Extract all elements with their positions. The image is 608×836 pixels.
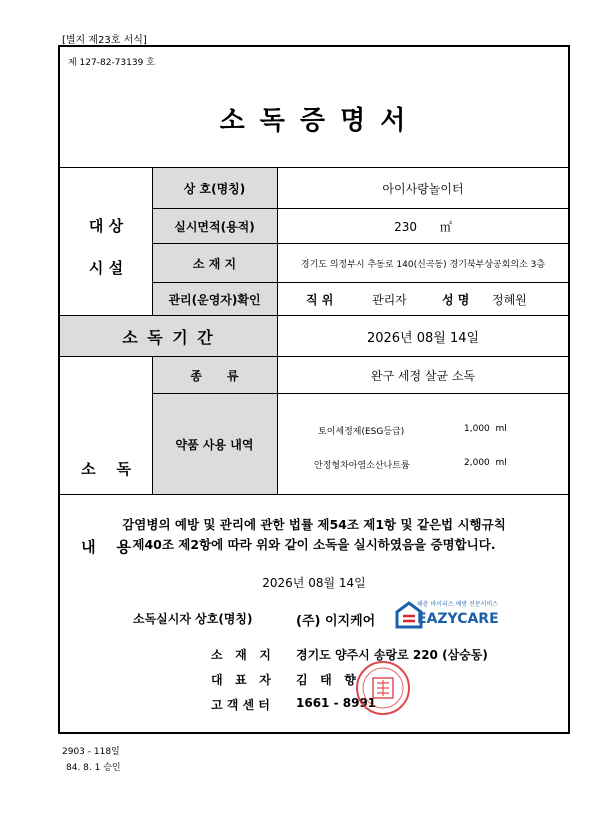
chemical-1-name: 토이세정제(ESG등급) xyxy=(318,427,405,437)
address-value: 경기도 양주시 송랑로 220 (삼숭동) xyxy=(296,648,488,662)
address-label: 소 재 지 xyxy=(211,648,271,662)
area-label: 실시면적(용적) xyxy=(174,219,255,234)
certificate-number: 제 127-82-73139 호 xyxy=(68,58,155,68)
facility-group-label-1: 대 상 xyxy=(88,217,124,235)
footer-line-1: 2903 - 118일 xyxy=(62,747,120,757)
company-seal-stamp xyxy=(355,660,411,716)
content-group-label-2: 내 용 xyxy=(81,538,131,556)
eazycare-logo xyxy=(395,600,513,630)
facility-group-label xyxy=(60,205,152,289)
issuer-company: (주) 이지케어 xyxy=(296,614,376,629)
manager-confirm-label: 관리(운영자)확인 xyxy=(168,292,261,307)
representative-label: 대 표 자 xyxy=(211,673,271,687)
document-title: 소 독 증 명 서 xyxy=(219,106,409,136)
certification-statement xyxy=(60,515,568,555)
issuer-label: 소독실시자 상호(명칭) xyxy=(133,612,253,626)
period-label: 소 독 기 간 xyxy=(122,327,215,347)
chemical-usage-list xyxy=(278,394,568,494)
manager-confirm-value xyxy=(278,283,568,315)
business-name-label: 상 호(명칭) xyxy=(183,181,246,196)
footer-line-2: 84. 8. 1 승인 xyxy=(66,763,121,773)
issue-date: 2026년 08월 14일 xyxy=(262,576,366,590)
chemical-2-name: 안정형차아염소산나트륨 xyxy=(314,461,410,471)
chemical-1-amount: 1,000 ml xyxy=(464,424,507,434)
name-value: 정혜원 xyxy=(492,293,527,307)
type-label: 종 류 xyxy=(190,368,239,383)
content-group-label xyxy=(60,404,152,586)
statement-line-1: 감염병의 예방 및 관리에 관한 법률 제54조 제1항 및 같은법 시행규칙 xyxy=(122,517,506,532)
customer-center-label: 고 객 센 터 xyxy=(211,698,270,712)
facility-group-label-2: 시 설 xyxy=(88,259,124,277)
customer-center-value: 1661 - 8991 xyxy=(296,696,377,710)
seal-icon xyxy=(355,660,411,716)
location-value: 경기도 의정부시 추동로 140(신곡동) 경기북부상공회의소 3층 xyxy=(300,259,546,270)
statement-line-2: 제40조 제2항에 따라 위와 같이 소독을 실시하였음을 증명합니다. xyxy=(132,537,496,552)
content-group-label-1: 소 독 xyxy=(81,460,131,478)
representative-value: 김 태 향 xyxy=(296,673,356,687)
business-name-value: 아이사랑놀이터 xyxy=(382,181,464,196)
type-value: 완구 세정 살균 소독 xyxy=(370,368,476,383)
area-value: 230 ㎡ xyxy=(394,219,452,234)
name-label: 성 명 xyxy=(442,293,470,307)
form-number: [별지 제23호 서식] xyxy=(62,35,147,46)
position-value: 관리자 xyxy=(372,293,407,307)
logo-tagline: 해충 바이러스 예방 전문서비스 xyxy=(417,601,499,608)
period-value: 2026년 08월 14일 xyxy=(366,330,480,346)
chemical-2-amount: 2,000 ml xyxy=(464,458,507,468)
location-label: 소 재 지 xyxy=(192,256,237,271)
logo-text: EAZYCARE xyxy=(417,611,499,627)
chemical-usage-label: 약품 사용 내역 xyxy=(175,437,254,452)
position-label: 직 위 xyxy=(306,293,334,307)
